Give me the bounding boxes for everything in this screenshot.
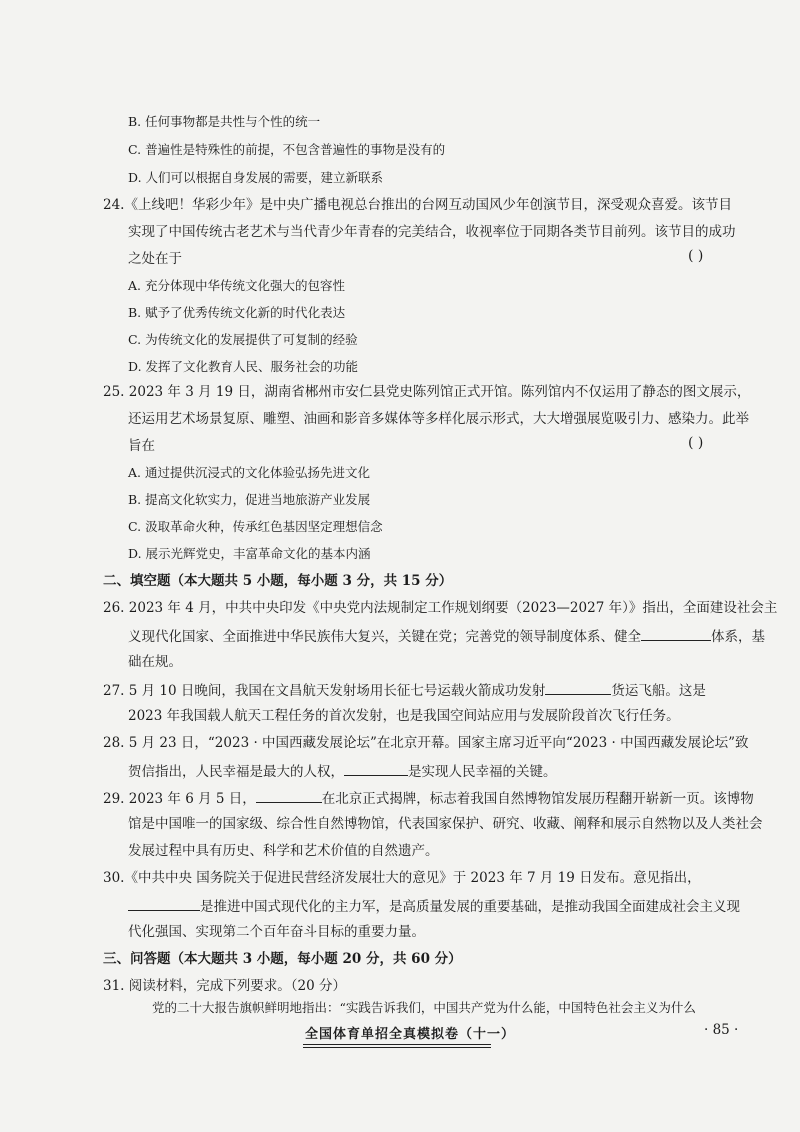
- q30-stem-line3: 代化强国、实现第二个百年奋斗目标的重要力量。: [128, 924, 425, 940]
- q29-text-before-blank: 29. 2023 年 6 月 5 日，: [103, 791, 256, 807]
- q24-option-b: B. 赋予了优秀传统文化新的时代化表达: [128, 305, 346, 320]
- q24-answer-paren: ( ): [688, 248, 704, 264]
- q25-option-b: B. 提高文化软实力，促进当地旅游产业发展: [128, 492, 371, 507]
- q25-option-c: C. 汲取革命火种，传承红色基因坚定理想信念: [128, 519, 383, 534]
- q27-text-after-blank: 货运飞船。这是: [611, 683, 706, 699]
- q27-stem-line1: [103, 680, 706, 700]
- q24-stem-line3: 之处在于: [128, 251, 182, 267]
- q28-blank[interactable]: [344, 761, 408, 776]
- q30-stem-line2: [128, 896, 740, 916]
- q29-stem-line1: [103, 788, 754, 808]
- q30-text-after-blank: 是推进中国式现代化的主力军，是高质量发展的重要基础，是推动我国全面建成社会主义现: [200, 899, 740, 915]
- q29-stem-line2: 馆是中国唯一的国家级、综合性自然博物馆，代表国家保护、研究、收藏、阐释和展示自然物以及人类社会: [128, 816, 763, 832]
- page-number: · 85 ·: [704, 1022, 739, 1038]
- q29-text-after-blank: 在北京正式揭牌，标志着我国自然博物馆发展历程翻开崭新一页。该博物: [321, 791, 754, 807]
- q28-text-after-blank: 是实现人民幸福的关键。: [408, 764, 557, 780]
- q26-stem-line2: [128, 626, 765, 646]
- q23-option-b: B. 任何事物都是共性与个性的统一: [128, 114, 321, 129]
- q25-option-a: A. 通过提供沉浸式的文化体验弘扬先进文化: [128, 465, 370, 480]
- q23-option-c: C. 普遍性是特殊性的前提，不包含普遍性的事物是没有的: [128, 142, 446, 157]
- q28-stem-line2: [128, 761, 557, 781]
- q27-text-before-blank: 27. 5 月 10 日晚间，我国在文昌航天发射场用长征七号运载火箭成功发射: [103, 683, 546, 699]
- q31-stem-line1: 31. 阅读材料，完成下列要求。（20 分）: [103, 978, 346, 994]
- q24-option-d: D. 发挥了文化教育人民、服务社会的功能: [128, 359, 359, 374]
- q25-stem-line3: 旨在: [128, 438, 155, 454]
- q25-option-d: D. 展示光辉党史，丰富革命文化的基本内涵: [128, 546, 371, 561]
- footer-exam-title: 全国体育单招全真模拟卷（十一）: [305, 1027, 516, 1042]
- q26-stem-line3: 础在规。: [128, 654, 182, 670]
- q26-blank[interactable]: [641, 626, 711, 641]
- q27-stem-line2: 2023 年我国载人航天工程任务的首次发射，也是我国空间站应用与发展阶段首次飞行任务。: [128, 708, 680, 724]
- q30-stem-line1: 30.《中共中央 国务院关于促进民营经济发展壮大的意见》于 2023 年 7 月 19 日发布。意见指出，: [103, 870, 701, 886]
- q24-option-c: C. 为传统文化的发展提供了可复制的经验: [128, 332, 358, 347]
- section-qa-heading: 三、问答题（本大题共 3 小题，每小题 20 分，共 60 分）: [103, 951, 462, 967]
- q26-stem-line1: 26. 2023 年 4 月，中共中央印发《中央党内法规制定工作规划纲要（2023—2027 年）》指出，全面建设社会主: [103, 600, 778, 616]
- q24-stem-line1: 24.《上线吧！华彩少年》是中央广播电视总台推出的台网互动国风少年创演节目，深受观众喜爱。该节目: [103, 197, 732, 213]
- q27-blank[interactable]: [545, 680, 611, 695]
- q28-text-before-blank: 贺信指出，人民幸福是最大的人权，: [128, 764, 344, 780]
- q26-text-before-blank: 义现代化国家、全面推进中华民族伟大复兴，关键在党；完善党的领导制度体系、健全: [128, 629, 641, 645]
- section-fill-in-heading: 二、填空题（本大题共 5 小题，每小题 3 分，共 15 分）: [103, 573, 453, 589]
- q26-text-after-blank: 体系，基: [711, 629, 765, 645]
- footer-double-rule: [303, 1044, 491, 1048]
- q25-answer-paren: ( ): [688, 435, 704, 451]
- q23-option-d: D. 人们可以根据自身发展的需要，建立新联系: [128, 170, 384, 185]
- q30-blank[interactable]: [128, 896, 200, 911]
- q25-stem-line2: 还运用艺术场景复原、雕塑、油画和影音多媒体等多样化展示形式，大大增强展览吸引力、感染力。此举: [128, 411, 749, 427]
- q25-stem-line1: 25. 2023 年 3 月 19 日，湖南省郴州市安仁县党史陈列馆正式开馆。陈列馆内不仅运用了静态的图文展示，: [103, 384, 751, 400]
- q29-stem-line3: 发展过程中具有历史、科学和艺术价值的自然遗产。: [128, 843, 439, 859]
- q24-stem-line2: 实现了中国传统古老艺术与当代青少年青春的完美结合，收视率位于同期各类节目前列。该节目的成功: [128, 224, 736, 240]
- q31-material-line1: 党的二十大报告旗帜鲜明地指出：“实践告诉我们，中国共产党为什么能，中国特色社会主义为什么: [152, 1000, 696, 1015]
- q29-blank[interactable]: [256, 788, 322, 803]
- q24-option-a: A. 充分体现中华传统文化强大的包容性: [128, 278, 345, 293]
- q28-stem-line1: 28. 5 月 23 日，“2023 · 中国西藏发展论坛”在北京开幕。国家主席习近平向“2023 · 中国西藏发展论坛”致: [103, 735, 749, 751]
